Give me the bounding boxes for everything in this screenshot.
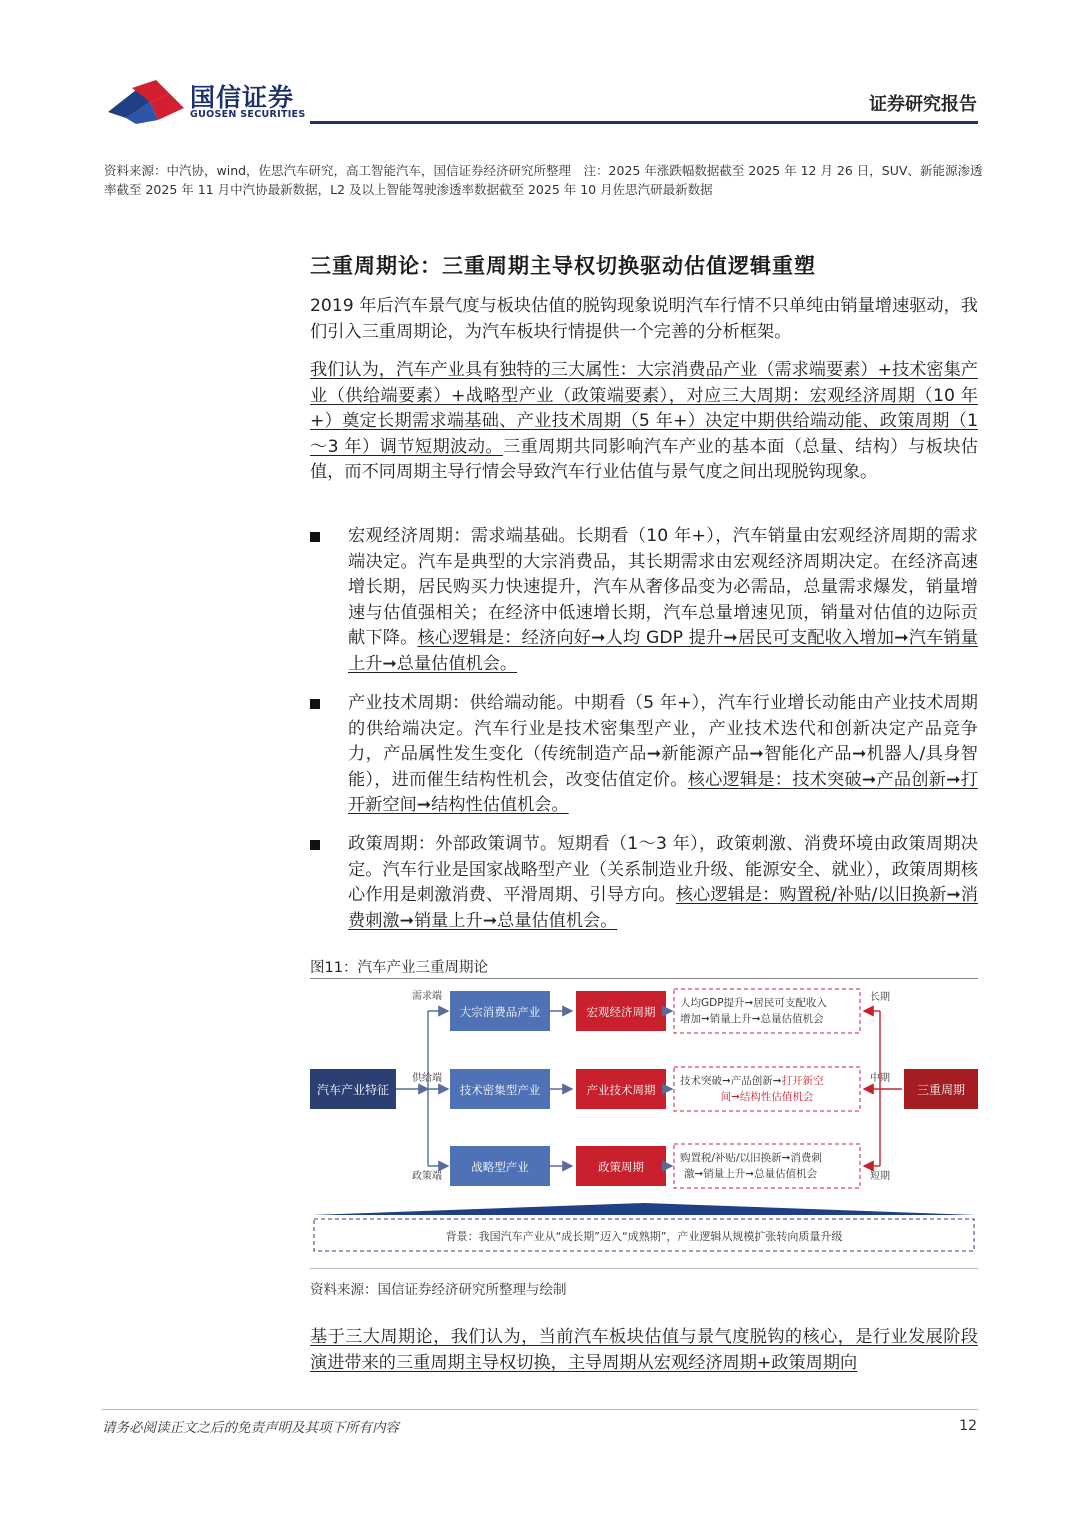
bullet-body: 汽车是典型的大宗消费品，其长期需求由宏观经济周期决定。在经济高速增长期，居民购买力快速提升，汽车从奢侈品变为必需品，总量需求爆发，销量增速与估值强相关；在经济中低速增长期，汽车总量增速见顶，销量对估值的边际贡献下降。 xyxy=(348,551,978,648)
bullet-core: 核心逻辑是：购置税/补贴/以旧换新➞消费刺激➞销量上升➞总量估值机会。 xyxy=(348,885,978,931)
footer-rule xyxy=(102,1409,978,1410)
conclusion-text: 基于三大周期论，我们认为，当前汽车板块估值与景气度脱钩的核心，是行业发展阶段演进带来的三重周期主导权切换，主导周期从宏观经济周期+政策周期向 xyxy=(310,1327,978,1373)
source-note: 资料来源：中汽协，wind，佐思汽车研究，高工智能汽车，国信证券经济研究所整理 注：2025 年涨跌幅数据截至 2025 年 12 月 26 日，SUV、新能源渗透率截至 2025 年 11 月中汽协最新数据，L2 及以上智能驾驶渗透率数据截至 2025 年 10 月佐思汽研最新数据 xyxy=(104,163,983,197)
brand-name-en: GUOSEN SECURITIES xyxy=(190,109,306,120)
cycle-label-policy: 政策周期 xyxy=(598,1160,644,1174)
attr-label-tech: 技术密集型产业 xyxy=(459,1083,541,1097)
cycle-label-macro: 宏观经济周期 xyxy=(586,1005,656,1019)
background-wedge xyxy=(312,1203,976,1215)
footer-disclaimer: 请务必阅读正文之后的免责声明及其项下所有内容 xyxy=(102,1420,399,1436)
attr-label-consumer: 大宗消费品产业 xyxy=(459,1005,541,1019)
bullet-body: 汽车行业是技术密集型产业，产业技术迭代和创新决定产品竞争力，产品属性发生变化（传统制造产品➞新能源产品➞智能化产品➞机器人/具身智能），进而催生结构性机会，改变估值定价。 xyxy=(348,718,978,790)
bullet-head: 政策周期：外部政策调节。短期看（1～3 年），政策刺激、消费环境由政策周期决定。 xyxy=(348,834,978,880)
paragraph-conclusion xyxy=(310,1325,978,1376)
bullet-core: 核心逻辑是：经济向好➞人均 GDP 提升➞居民可支配收入增加➞汽车销量上升➞总量估值机会。 xyxy=(348,628,978,674)
logic-box-policy xyxy=(674,1144,860,1188)
page-number: 12 xyxy=(959,1418,977,1434)
figure-source: 资料来源：国信证券经济研究所整理与绘制 xyxy=(310,1282,567,1298)
logic-policy-line2: 激➞销量上升➞总量估值机会 xyxy=(684,1168,818,1180)
thesis-underlined: 我们认为，汽车产业具有独特的三大属性：大宗消费品产业（需求端要素）+技术密集产业（供给端要素）+战略型产业（政策端要素），对应三大周期：宏观经济周期（10 年+）奠定长期需求端基础、产业技术周期（5 年+）决定中期供给端动能、政策周期（1～3 年）调节短期波动。 xyxy=(310,360,978,457)
term-mid: 中期 xyxy=(870,1073,890,1084)
bullet-body: 汽车行业是国家战略型产业（关系制造业升级、能源安全、就业），政策周期核心作用是刺激消费、平滑周期、引导方向。 xyxy=(348,859,978,905)
thesis-rest: 三重周期共同影响汽车产业的基本面（总量、结构）与板块估值，而不同周期主导行情会导致汽车行业估值与景气度之间出现脱钩现象。 xyxy=(310,436,978,482)
figure-caption: 图11：汽车产业三重周期论 xyxy=(310,960,488,976)
figure-bottom-rule xyxy=(310,1268,978,1269)
logic-box-macro xyxy=(674,989,860,1033)
logic-tech-line1 xyxy=(680,1074,824,1087)
term-long: 长期 xyxy=(870,992,890,1003)
guosen-logo xyxy=(106,78,186,124)
triple-cycle-diagram xyxy=(310,983,978,1263)
background-text: 背景：我国汽车产业从“成长期”迈入“成熟期”，产业逻辑从规模扩张转向质量升级 xyxy=(445,1230,843,1243)
bullet-square-icon xyxy=(310,840,320,850)
paragraph-thesis xyxy=(310,358,978,486)
side-label-policy: 政策端 xyxy=(412,1171,442,1182)
attr-label-strategic: 战略型产业 xyxy=(471,1160,529,1174)
bullet-head: 宏观经济周期：需求端基础。长期看（10 年+），汽车销量由宏观经济周期的需求端决定。 xyxy=(348,526,978,572)
term-short: 短期 xyxy=(870,1171,890,1182)
cycle-label-tech: 产业技术周期 xyxy=(586,1083,656,1097)
side-label-demand: 需求端 xyxy=(412,991,442,1002)
header-rule xyxy=(310,121,978,124)
report-type: 证券研究报告 xyxy=(869,94,977,115)
triple-cycle-label: 三重周期 xyxy=(916,1083,966,1097)
logic-tech-line1-a: 技术突破➞产品创新➞ xyxy=(680,1075,782,1087)
section-title: 三重周期论：三重周期主导权切换驱动估值逻辑重塑 xyxy=(310,254,816,278)
bullet-core: 核心逻辑是：技术突破➞产品创新➞打开新空间➞结构性估值机会。 xyxy=(348,769,978,815)
industry-feature-label: 汽车产业特征 xyxy=(316,1083,390,1097)
logic-tech-line1-b: 打开新空 xyxy=(781,1075,824,1087)
bullet-tech-cycle xyxy=(310,691,978,819)
bullet-square-icon xyxy=(310,532,320,542)
paragraph-intro: 2019 年后汽车景气度与板块估值的脱钩现象说明汽车行情不只单纯由销量增速驱动，我们引入三重周期论，为汽车板块行情提供一个完善的分析框架。 xyxy=(310,296,978,342)
bullet-head: 产业技术周期：供给端动能。中期看（5 年+），汽车行业增长动能由产业技术周期的供给端决定。 xyxy=(348,693,978,739)
logic-box-tech xyxy=(674,1067,860,1111)
logic-macro-line1: 人均GDP提升➞居民可支配收入 xyxy=(680,997,827,1009)
logic-tech-line2: 间➞结构性估值机会 xyxy=(720,1091,814,1103)
logic-policy-line1: 购置税/补贴/以旧换新➞消费刺 xyxy=(680,1152,822,1164)
bullet-square-icon xyxy=(310,699,320,709)
figure-top-rule xyxy=(310,978,978,979)
side-label-supply: 供给端 xyxy=(412,1073,442,1084)
logic-macro-line2: 增加➞销量上升➞总量估值机会 xyxy=(680,1013,824,1025)
bullet-macro-cycle xyxy=(310,524,978,677)
brand-name-cn: 国信证券 xyxy=(190,83,295,112)
bullet-policy-cycle xyxy=(310,832,978,934)
